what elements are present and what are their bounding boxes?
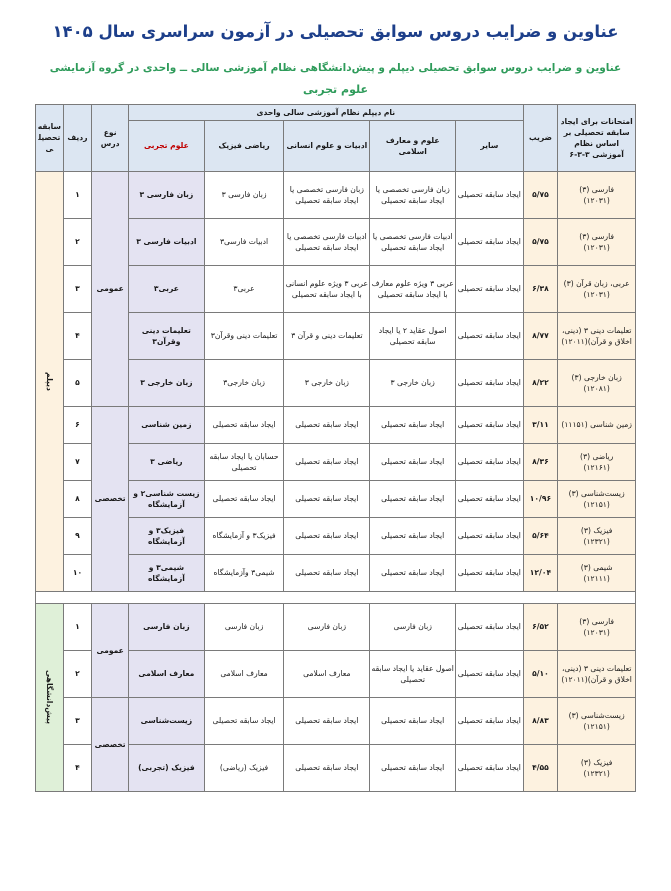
cell-exam: فارسی (۳) (۱۲۰۳۱) xyxy=(558,218,636,265)
cell-zarib: ۵/۶۴ xyxy=(523,517,558,554)
cell-zarib: ۵/۷۵ xyxy=(523,171,558,218)
cell-radif: ۶ xyxy=(63,406,92,443)
cell-riazi: فیزیک (ریاضی) xyxy=(204,744,284,791)
table-row xyxy=(36,406,636,443)
cell-zarib: ۸/۲۲ xyxy=(523,359,558,406)
cell-sayer: ایجاد سابقه تحصیلی xyxy=(456,265,523,312)
cell-adabiyat: زبان فارسی xyxy=(284,603,370,650)
cell-olum-maaref: ایجاد سابقه تحصیلی xyxy=(370,554,456,591)
header-noe-dars: نوع درس xyxy=(92,104,129,171)
cell-exam: عربی، زبان قرآن (۳) (۱۲۰۳۱) xyxy=(558,265,636,312)
cell-tajrobi: زمین شناسی xyxy=(129,406,205,443)
cell-olum-maaref: ایجاد سابقه تحصیلی xyxy=(370,744,456,791)
cell-sayer: ایجاد سابقه تحصیلی xyxy=(456,359,523,406)
cell-adabiyat: ایجاد سابقه تحصیلی xyxy=(284,517,370,554)
cell-adabiyat: ایجاد سابقه تحصیلی xyxy=(284,697,370,744)
cell-exam: زیست‌شناسی (۳) (۱۲۱۵۱) xyxy=(558,480,636,517)
cell-sayer: ایجاد سابقه تحصیلی xyxy=(456,744,523,791)
cell-riazi: حسابان یا ایجاد سابقه تحصیلی xyxy=(204,443,284,480)
cell-riazi: ایجاد سابقه تحصیلی xyxy=(204,697,284,744)
cell-radif: ۷ xyxy=(63,443,92,480)
cell-olum-maaref: عربی ۳ ویژه علوم معارف با ایجاد سابقه تحصیلی xyxy=(370,265,456,312)
cell-noe-dars: عمومی xyxy=(92,171,129,406)
cell-exam: فارسی (۳) (۱۲۰۳۱) xyxy=(558,171,636,218)
cell-sayer: ایجاد سابقه تحصیلی xyxy=(456,650,523,697)
subjects-table xyxy=(35,104,636,792)
cell-olum-maaref: اصول عقاید ۲ یا ایجاد سابقه تحصیلی xyxy=(370,312,456,359)
header-olum-maaref: علوم و معارف اسلامی xyxy=(370,120,456,171)
cell-riazi: زبان خارجی۳ xyxy=(204,359,284,406)
cell-tajrobi: فیزیک۳ و آزمایشگاه xyxy=(129,517,205,554)
cell-riazi: فیزیک۳ و آزمایشگاه xyxy=(204,517,284,554)
cell-zarib: ۵/۷۵ xyxy=(523,218,558,265)
cell-radif: ۲ xyxy=(63,650,92,697)
cell-radif: ۳ xyxy=(63,265,92,312)
cell-sayer: ایجاد سابقه تحصیلی xyxy=(456,603,523,650)
cell-sayer: ایجاد سابقه تحصیلی xyxy=(456,218,523,265)
cell-sayer: ایجاد سابقه تحصیلی xyxy=(456,406,523,443)
cell-zarib: ۸/۸۳ xyxy=(523,697,558,744)
cell-zarib: ۱۰/۹۶ xyxy=(523,480,558,517)
cell-noe-dars: تخصصی xyxy=(92,697,129,791)
cell-sayer: ایجاد سابقه تحصیلی xyxy=(456,443,523,480)
cell-sayer: ایجاد سابقه تحصیلی xyxy=(456,554,523,591)
cell-adabiyat: ایجاد سابقه تحصیلی xyxy=(284,443,370,480)
cell-tajrobi: زیست‌شناسی xyxy=(129,697,205,744)
header-zarib: ضریب xyxy=(523,104,558,171)
cell-riazi: ایجاد سابقه تحصیلی xyxy=(204,406,284,443)
cell-exam: تعلیمات دینی ۳ (دینی، اخلاق و قرآن)(۱۲۰۱۱) xyxy=(558,312,636,359)
cell-tajrobi: زیست شناسی۲ و آزمایشگاه xyxy=(129,480,205,517)
cell-exam: فیزیک (۳) (۱۲۳۲۱) xyxy=(558,517,636,554)
cell-riazi: زبان فارسی ۳ xyxy=(204,171,284,218)
cell-zarib: ۴/۵۵ xyxy=(523,744,558,791)
section-spacer xyxy=(36,591,636,603)
cell-tajrobi: تعلیمات دینی وقرآن۳ xyxy=(129,312,205,359)
cell-tajrobi: زبان فارسی xyxy=(129,603,205,650)
cell-riazi: ایجاد سابقه تحصیلی xyxy=(204,480,284,517)
cell-olum-maaref: زبان خارجی ۳ xyxy=(370,359,456,406)
cell-sayer: ایجاد سابقه تحصیلی xyxy=(456,312,523,359)
cell-exam: زمین شناسی (۱۱۱۵۱) xyxy=(558,406,636,443)
cell-adabiyat: ادبیات فارسی تخصصی یا ایجاد سابقه تحصیلی xyxy=(284,218,370,265)
cell-tajrobi: ریاضی ۳ xyxy=(129,443,205,480)
cell-adabiyat: زبان فارسی تخصصی یا ایجاد سابقه تحصیلی xyxy=(284,171,370,218)
cell-olum-maaref: ایجاد سابقه تحصیلی xyxy=(370,697,456,744)
cell-sayer: ایجاد سابقه تحصیلی xyxy=(456,480,523,517)
cell-adabiyat: ایجاد سابقه تحصیلی xyxy=(284,744,370,791)
cell-riazi: شیمی۳ وآزمایشگاه xyxy=(204,554,284,591)
cell-exam: فیزیک (۳) (۱۲۳۲۱) xyxy=(558,744,636,791)
cell-riazi: تعلیمات دینی وقرآن۳ xyxy=(204,312,284,359)
cell-tajrobi: زبان فارسی ۳ xyxy=(129,171,205,218)
cell-olum-maaref: زبان فارسی تخصصی یا ایجاد سابقه تحصیلی xyxy=(370,171,456,218)
cell-radif: ۴ xyxy=(63,312,92,359)
cell-exam: ریاضی (۳) (۱۲۱۶۱) xyxy=(558,443,636,480)
cell-zarib: ۵/۱۰ xyxy=(523,650,558,697)
cell-tajrobi: فیزیک (تجربی) xyxy=(129,744,205,791)
cell-exam: تعلیمات دینی ۳ (دینی، اخلاق و قرآن)(۱۲۰۱۱) xyxy=(558,650,636,697)
cell-radif: ۴ xyxy=(63,744,92,791)
cell-radif: ۲ xyxy=(63,218,92,265)
cell-adabiyat: ایجاد سابقه تحصیلی xyxy=(284,406,370,443)
cell-tajrobi: ادبیات فارسی ۳ xyxy=(129,218,205,265)
cell-zarib: ۱۲/۰۴ xyxy=(523,554,558,591)
cell-olum-maaref: ایجاد سابقه تحصیلی xyxy=(370,517,456,554)
header-diploma-group: نام دیپلم نظام آموزشی سالی واحدی xyxy=(129,104,524,120)
cell-zarib: ۶/۵۲ xyxy=(523,603,558,650)
cell-adabiyat: ایجاد سابقه تحصیلی xyxy=(284,480,370,517)
table-header-row-1 xyxy=(36,104,636,120)
header-riazi-fizik: ریاضی فیزیک xyxy=(204,120,284,171)
page-title: عناوین و ضرایب دروس سوابق تحصیلی در آزمون سراسری سال ۱۴۰۵ xyxy=(52,22,619,41)
group-title: علوم تجربی xyxy=(303,82,368,96)
cell-radif: ۸ xyxy=(63,480,92,517)
cell-tajrobi: عربی۳ xyxy=(129,265,205,312)
header-adabiyat: ادبیات و علوم انسانی xyxy=(284,120,370,171)
table-row xyxy=(36,171,636,218)
cell-exam: زبان خارجی (۳) (۱۲۰۸۱) xyxy=(558,359,636,406)
header-radif: ردیف xyxy=(63,104,92,171)
cell-adabiyat: عربی ۳ ویژه علوم انسانی با ایجاد سابقه تحصیلی xyxy=(284,265,370,312)
cell-olum-maaref: ادبیات فارسی تخصصی یا ایجاد سابقه تحصیلی xyxy=(370,218,456,265)
cell-sayer: ایجاد سابقه تحصیلی xyxy=(456,697,523,744)
cell-noe-dars: تخصصی xyxy=(92,406,129,591)
cell-exam: زیست‌شناسی (۳) (۱۲۱۵۱) xyxy=(558,697,636,744)
table-row xyxy=(36,603,636,650)
cell-sayer: ایجاد سابقه تحصیلی xyxy=(456,517,523,554)
cell-sabeghe-label: دیپلم xyxy=(36,171,64,591)
cell-zarib: ۶/۳۸ xyxy=(523,265,558,312)
cell-adabiyat: زبان خارجی ۳ xyxy=(284,359,370,406)
cell-zarib: ۸/۷۷ xyxy=(523,312,558,359)
cell-zarib: ۸/۳۶ xyxy=(523,443,558,480)
cell-sayer: ایجاد سابقه تحصیلی xyxy=(456,171,523,218)
header-sayer: سایر xyxy=(456,120,523,171)
cell-adabiyat: ایجاد سابقه تحصیلی xyxy=(284,554,370,591)
cell-olum-maaref: ایجاد سابقه تحصیلی xyxy=(370,480,456,517)
cell-tajrobi: معارف اسلامی xyxy=(129,650,205,697)
cell-olum-maaref: اصول عقاید یا ایجاد سابقه تحصیلی xyxy=(370,650,456,697)
page-subtitle: عناوین و ضرایب دروس سوابق تحصیلی دیپلم و پیش‌دانشگاهی نظام آموزشی سالی ــ واحدی در گروه آزمایشی xyxy=(49,62,622,74)
header-olum-tajrobi: علوم تجربی xyxy=(129,120,205,171)
cell-radif: ۵ xyxy=(63,359,92,406)
cell-olum-maaref: ایجاد سابقه تحصیلی xyxy=(370,406,456,443)
cell-radif: ۱۰ xyxy=(63,554,92,591)
cell-riazi: عربی۳ xyxy=(204,265,284,312)
cell-exam: شیمی (۳) (۱۲۱۱۱) xyxy=(558,554,636,591)
cell-adabiyat: معارف اسلامی xyxy=(284,650,370,697)
cell-radif: ۹ xyxy=(63,517,92,554)
cell-radif: ۱ xyxy=(63,171,92,218)
cell-tajrobi: شیمی۳ و آزمایشگاه xyxy=(129,554,205,591)
cell-radif: ۳ xyxy=(63,697,92,744)
header-sabeghe: سابقه تحصیلی xyxy=(36,104,64,171)
cell-tajrobi: زبان خارجی ۳ xyxy=(129,359,205,406)
cell-olum-maaref: زبان فارسی xyxy=(370,603,456,650)
cell-riazi: زبان فارسی xyxy=(204,603,284,650)
cell-sabeghe-label: پیش‌دانشگاهی xyxy=(36,603,64,791)
cell-riazi: ادبیات فارسی۳ xyxy=(204,218,284,265)
cell-riazi: معارف اسلامی xyxy=(204,650,284,697)
table-row xyxy=(36,697,636,744)
cell-radif: ۱ xyxy=(63,603,92,650)
cell-olum-maaref: ایجاد سابقه تحصیلی xyxy=(370,443,456,480)
header-exam: امتحانات برای ایجاد سابقه تحصیلی بر اساس نظام آموزشی ۳-۳-۶ xyxy=(558,104,636,171)
cell-noe-dars: عمومی xyxy=(92,603,129,697)
cell-zarib: ۳/۱۱ xyxy=(523,406,558,443)
cell-exam: فارسی (۳) (۱۲۰۳۱) xyxy=(558,603,636,650)
cell-adabiyat: تعلیمات دینی و قرآن ۳ xyxy=(284,312,370,359)
